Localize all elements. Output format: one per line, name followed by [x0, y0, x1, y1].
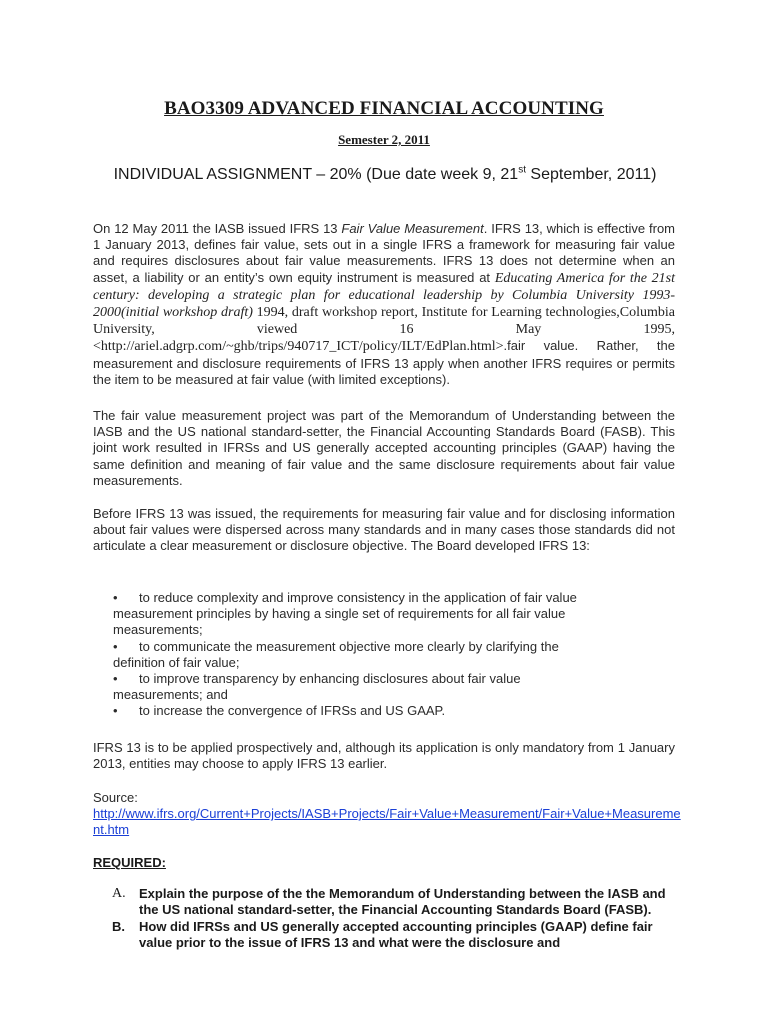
source-block [93, 790, 683, 839]
list-item-rest: measurements; and [113, 687, 228, 703]
objectives-list [93, 590, 613, 720]
intro-text-b: . IFRS 13, which is effective from 1 January 2013, defines fair value, sets out in a single IFRS a framework for measuring fair value and requires disclosures about fair value measurements. IFRS 13 does not determine when an asset, a liability or an entity’s own equity instrument is measured at [93, 221, 675, 285]
list-item [93, 639, 613, 671]
bullet-icon: • [113, 703, 118, 719]
questions-list [93, 886, 683, 951]
list-item-first: to communicate the measurement objective more clearly by clarifying the [139, 638, 559, 654]
question-item [93, 919, 683, 952]
list-item-first: to increase the convergence of IFRSs and US GAAP. [139, 703, 446, 719]
question-label: A. [112, 886, 126, 901]
assignment-heading [110, 165, 660, 184]
paragraph-memorandum: The fair value measurement project was part of the Memorandum of Understanding between the IASB and the US national standard-setter, the Financial Accounting Standards Board (FASB). This joint work resulted in IFRSs and US generally accepted accounting principles (GAAP) having the same definition and meaning of fair value and the same disclosure requirements about fair value measurements. [93, 408, 675, 488]
assignment-heading-post: September, 2011) [525, 166, 657, 183]
course-title: BAO3309 ADVANCED FINANCIAL ACCOUNTING [164, 98, 604, 119]
question-text-a: Explain the purpose of the [139, 886, 306, 901]
question-text-a: How did IFRSs and US generally accepted accounting principles (GAAP) define fair value prior to the issue of IFRS 13 and what were the disclosure and [139, 918, 653, 950]
citation-rest: 1994, draft workshop report, Institute for Learning technologies,Columbia University, viewed 16 May 1995, <http://ariel.adgrp.com/~ghb/trips/940717_ICT/policy/ILT/EdPlan.html> [93, 305, 676, 355]
intro-text-post: .fair value. Rather, the measurement and disclosure requirements of IFRS 13 apply when another IFRS requires or permits the item to be measured at fair value (with limited exceptions). [93, 338, 675, 387]
list-item-rest: definition of fair value; [113, 654, 240, 670]
assignment-heading-pre: INDIVIDUAL ASSIGNMENT – 20% (Due date week 9, 21 [113, 166, 519, 183]
required-heading: REQUIRED: [93, 855, 166, 870]
intro-italic-title: Fair Value Measurement [341, 221, 484, 236]
assignment-heading-sup: st [518, 164, 526, 176]
list-item-first: to reduce complexity and improve consistency in the application of fair value [139, 590, 577, 605]
list-item [93, 703, 613, 719]
semester-label: Semester 2, 2011 [338, 132, 430, 147]
source-link[interactable]: http://www.ifrs.org/Current+Projects/IASB+Projects/Fair+Value+Measurement/Fair+Value+Measurement.htm [93, 806, 681, 838]
intro-text-a: On 12 May 2011 the IASB issued IFRS 13 [93, 221, 342, 236]
question-label: B. [112, 918, 125, 934]
paragraph-before-ifrs13: Before IFRS 13 was issued, the requirements for measuring fair value and for disclosing information about fair values were dispersed across many standards and in many cases those standards did not articulate a clear measurement or disclosure objective. The Board developed IFRS 13: [93, 506, 675, 554]
list-item-rest: measurement principles by having a single set of requirements for all fair value measurements; [113, 606, 566, 638]
citation-italic: Educating America for the 21st century: developing a strategic plan for educational leadership by Columbia University 1993-2000(initial workshop draft) [93, 270, 676, 321]
source-label: Source: [93, 790, 138, 805]
paragraph-application: IFRS 13 is to be applied prospectively and, although its application is only mandatory from 1 January 2013, entities may choose to apply IFRS 13 earlier. [93, 740, 675, 772]
list-item-first: to improve transparency by enhancing disclosures about fair value [139, 671, 521, 687]
question-text-b: the Memorandum of Understanding between the IASB and the US national standard-setter, the Financial Accounting Standards Board (FASB). [139, 886, 666, 918]
bullet-icon: • [113, 638, 118, 654]
paragraph-intro [93, 221, 675, 388]
list-item [93, 590, 613, 639]
list-item [93, 671, 613, 703]
bullet-icon: • [113, 671, 118, 687]
bullet-icon: • [113, 590, 118, 605]
question-item [93, 886, 683, 919]
